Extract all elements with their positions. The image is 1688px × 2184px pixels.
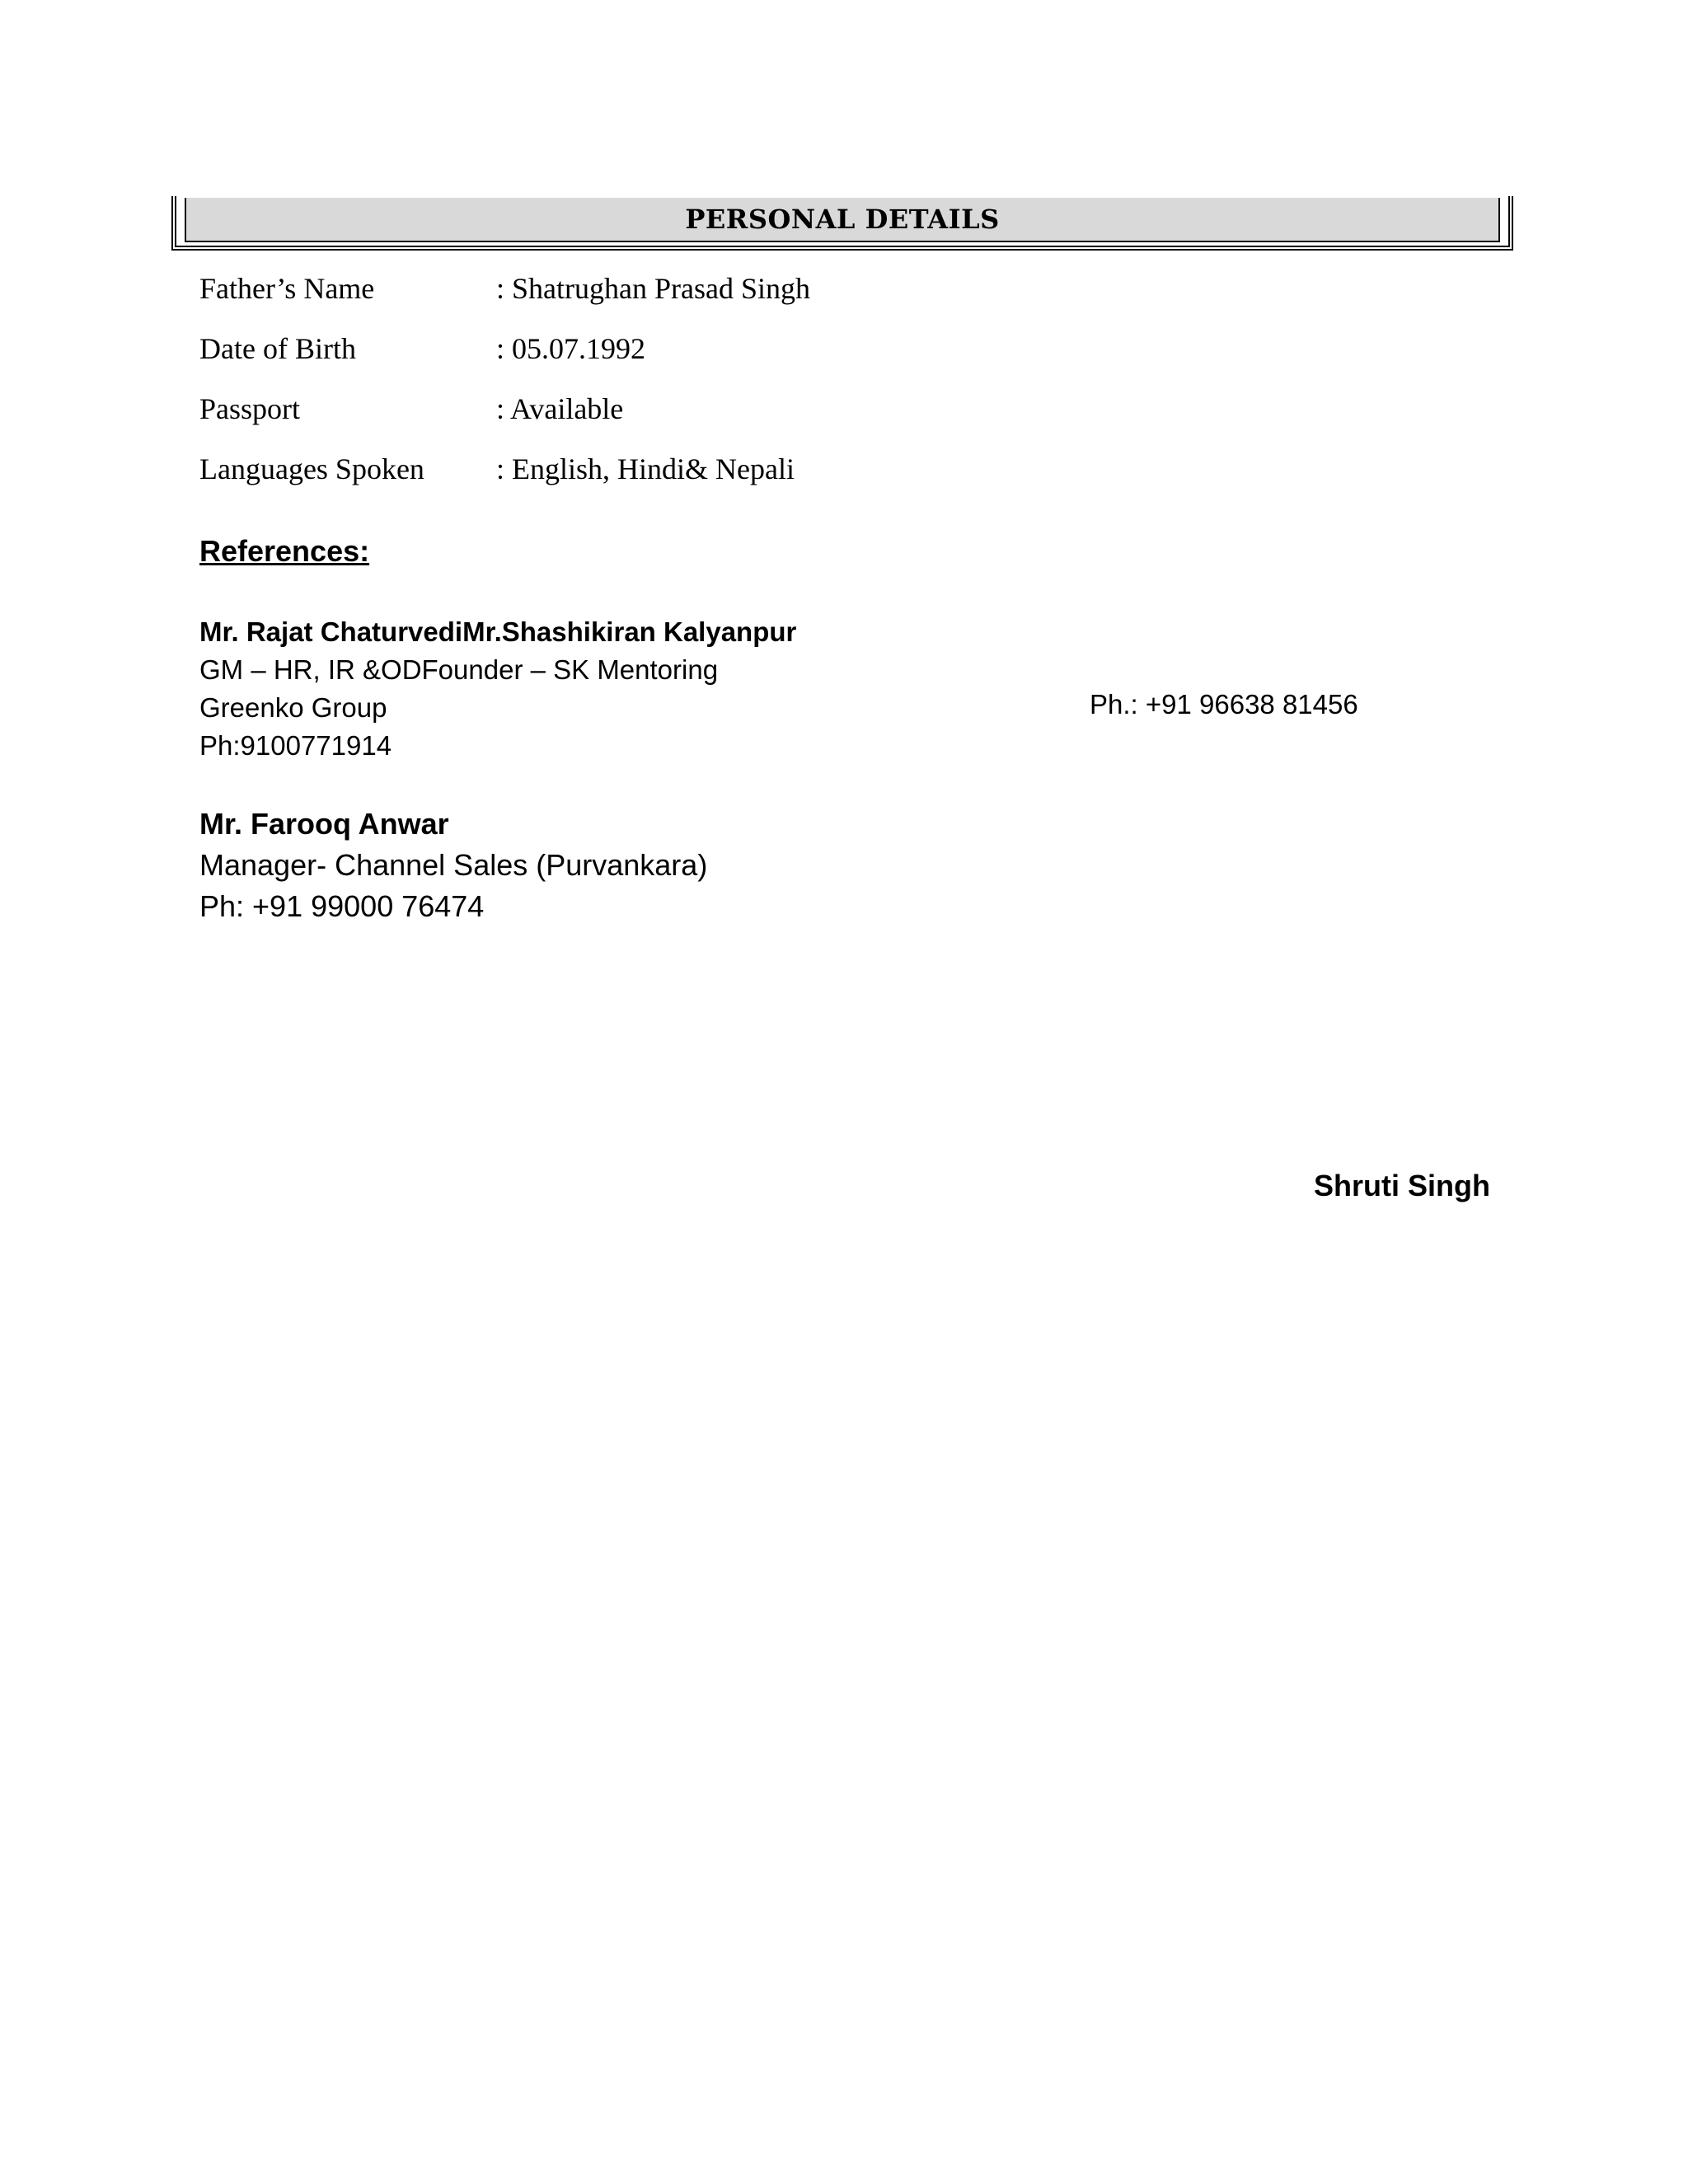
detail-value: : English, Hindi& Nepali [496,452,795,485]
detail-label: Date of Birth [199,332,356,365]
reference-2 [199,804,707,927]
personal-details-header [171,196,1513,251]
reference-1-second-phone: Ph.: +91 96638 81456 [1090,689,1358,719]
reference-2-name: Mr. Farooq Anwar [199,807,449,841]
reference-1-company: Greenko Group [199,692,387,723]
detail-value: : Available [496,392,624,425]
reference-1-names: Mr. Rajat ChaturvediMr.Shashikiran Kalyanpur [199,616,797,647]
signature-name: Shruti Singh [1314,1169,1490,1202]
reference-1-titles: GM – HR, IR &ODFounder – SK Mentoring [199,654,719,685]
reference-2-title: Manager- Channel Sales (Purvankara) [199,848,708,882]
detail-label: Passport [199,392,301,425]
reference-1 [199,613,796,765]
personal-details-header-band [185,198,1500,242]
references-heading: References: [199,534,370,568]
section-title: PERSONAL DETAILS [685,204,1000,235]
detail-value: : 05.07.1992 [496,332,646,365]
detail-label: Languages Spoken [199,452,424,485]
detail-label: Father’s Name [199,272,375,305]
reference-1-phone: Ph:9100771914 [199,730,392,761]
detail-value: : Shatrughan Prasad Singh [496,272,810,305]
reference-2-phone: Ph: +91 99000 76474 [199,889,485,923]
